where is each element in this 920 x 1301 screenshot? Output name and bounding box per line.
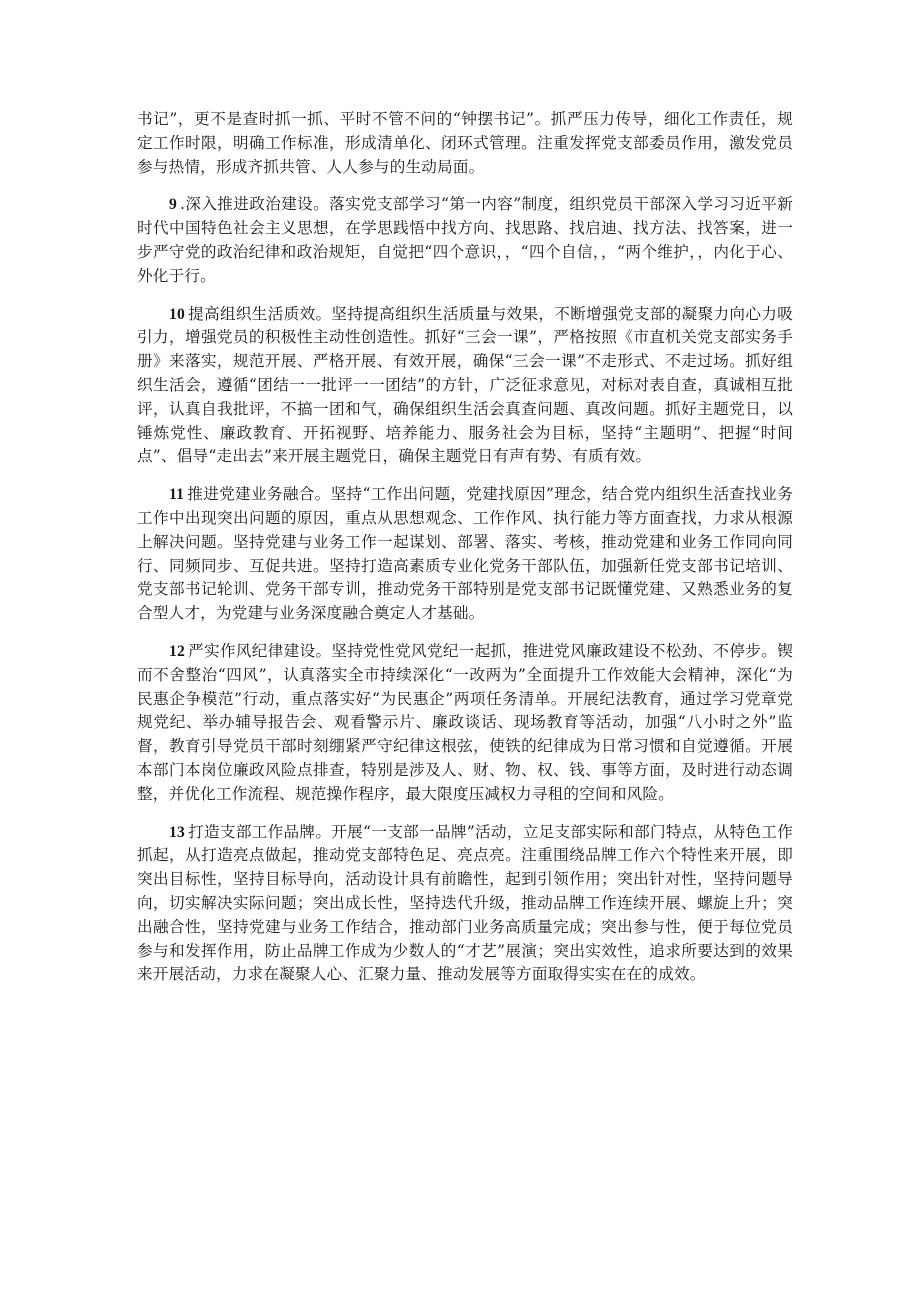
paragraph-text: 严实作风纪律建设。坚持党性党风党纪一起抓，推进党风廉政建设不松劲、不停步。锲而不舍整治“四风”，认真落实全市持续深化“一改两为”全面提升工作效能大会精神，深化“为民惠企争模范”行动，重点落实好“为民惠企”两项任务清单。开展纪法教育，通过学习党章党规党纪、举办辅导报告会、观看警示片、廉政谈话、现场教育等活动，加强“八小时之外”监督，教育引导党员干部时刻绷紧严守纪律这根弦，使铁的纪律成为日常习惯和自觉遵循。开展本部门本岗位廉政风险点排查，特别是涉及人、财、物、权、钱、事等方面，及时进行动态调整，并优化工作流程、规范操作程序，最大限度压减权力寻租的空间和风险。	[137, 641, 793, 803]
paragraph-10	[137, 303, 793, 470]
paragraph-11	[137, 483, 793, 626]
paragraph-continuation	[137, 108, 793, 179]
paragraph-12	[137, 640, 793, 807]
paragraph-9	[137, 193, 793, 288]
paragraph-number: 13	[169, 823, 185, 841]
paragraph-number: 11	[169, 486, 185, 504]
paragraph-text: 推进党建业务融合。坚持“工作出问题，党建找原因”理念，结合党内组织生活查找业务工作中出现突出问题的原因，重点从思想观念、工作作风、执行能力等方面查找，力求从根源上解决问题。坚持党建与业务工作一起谋划、部署、落实、考核，推动党建和业务工作同向同行、同频同步、互促共进。坚持打造高素质专业化党务干部队伍，加强新任党支部书记培训、党支部书记轮训、党务干部专训，推动党务干部特别是党支部书记既懂党建、又熟悉业务的复合型人才，为党建与业务深度融合奠定人才基础。	[137, 485, 793, 623]
paragraph-number: 9	[169, 196, 177, 214]
paragraph-text: 书记”，更不是查时抓一抓、平时不管不问的“钟摆书记”。抓严压力传导，细化工作责任，规定工作时限，明确工作标准，形成清单化、闭环式管理。注重发挥党支部委员作用，激发党员参与热情，形成齐抓共管、人人参与的生动局面。	[137, 110, 793, 176]
paragraph-text: .深入推进政治建设。落实党支部学习“第一内容”制度，组织党员干部深入学习习近平新时代中国特色社会主义思想，在学思践悟中找方向、找思路、找启迪、找方法、找答案，进一步严守党的政治纪律和政治规矩，自觉把“四个意识，，“四个自信，，“两个维护，，内化于心、外化于行。	[137, 195, 793, 285]
document-page	[137, 108, 793, 1001]
paragraph-text: 提高组织生活质效。坚持提高组织生活质量与效果，不断增强党支部的凝聚力向心力吸引力，增强党员的积极性主动性创造性。抓好“三会一课”，严格按照《市直机关党支部实务手册》来落实，规范开展、严格开展、有效开展，确保“三会一课”不走形式、不走过场。抓好组织生活会，遵循“团结一一批评一一团结”的方针，广泛征求意见，对标对表自查，真诚相互批评，认真自我批评，不搞一团和气，确保组织生活会真查问题、真改问题。抓好主题党日，以锤炼党性、廉政教育、开拓视野、培养能力、服务社会为目标，坚持“主题明”、把握“时间点”、倡导“走出去”来开展主题党日，确保主题党日有声有势、有质有效。	[137, 304, 793, 466]
paragraph-13	[137, 821, 793, 988]
paragraph-number: 10	[169, 305, 185, 323]
paragraph-text: 打造支部工作品牌。开展“一支部一品牌”活动，立足支部实际和部门特点，从特色工作抓起，从打造亮点做起，推动党支部特色足、亮点亮。注重围绕品牌工作六个特性来开展，即突出目标性，坚持目标导向，活动设计具有前瞻性，起到引领作用；突出针对性，坚持问题导向，切实解决实际问题；突出成长性，坚持迭代升级，推动品牌工作连续开展、螺旋上升；突出融合性，坚持党建与业务工作结合，推动部门业务高质量完成；突出参与性，便于每位党员参与和发挥作用，防止品牌工作成为少数人的“才艺”展演；突出实效性，追求所要达到的效果来开展活动，力求在凝聚人心、汇聚力量、推动发展等方面取得实实在在的成效。	[137, 822, 793, 984]
paragraph-number: 12	[169, 642, 185, 660]
